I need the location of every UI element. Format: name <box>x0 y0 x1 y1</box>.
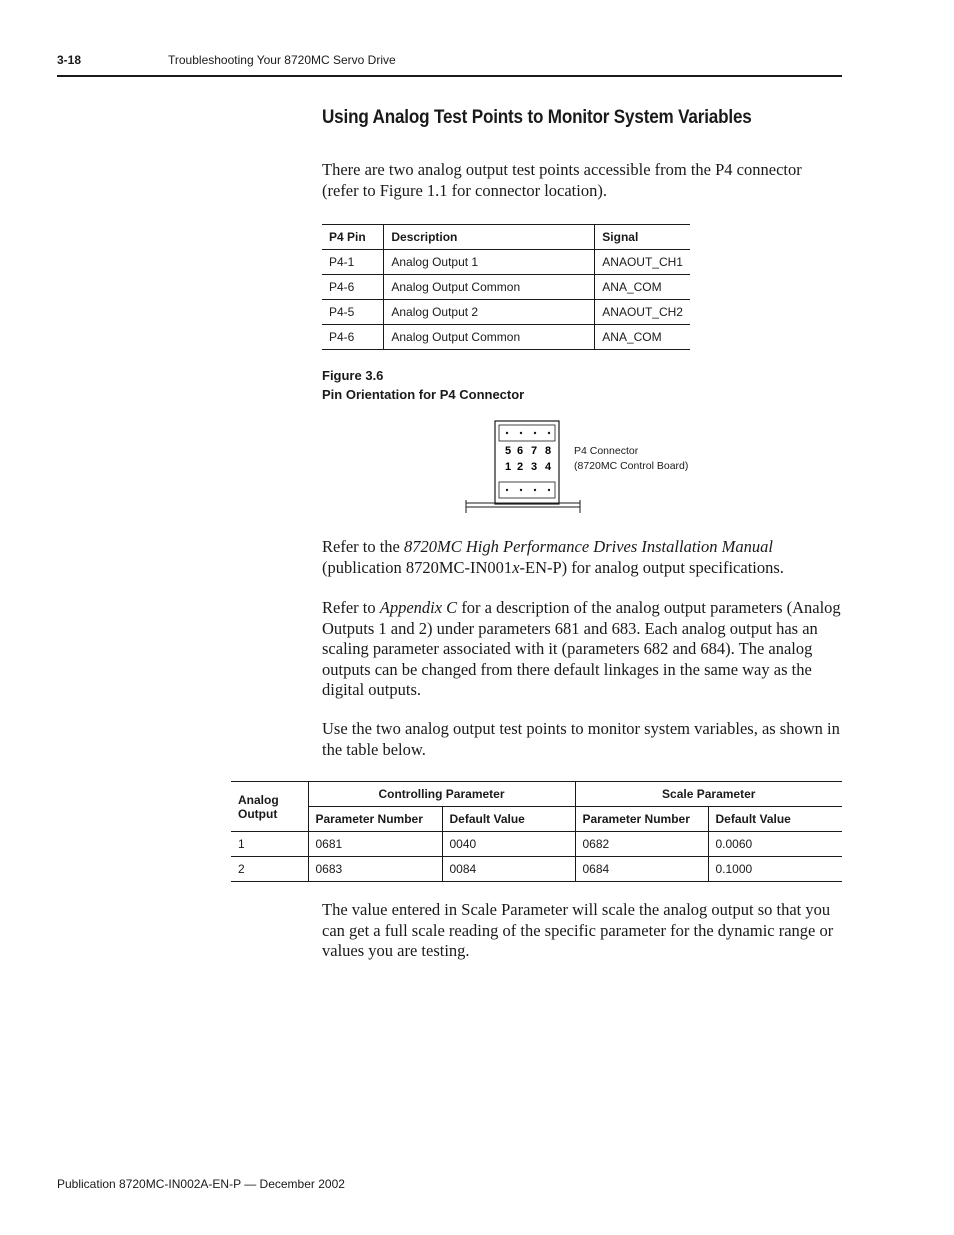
cell-pin: P4-6 <box>322 325 384 350</box>
terminal-dot <box>506 489 508 491</box>
table-row <box>322 325 690 350</box>
pin-number-label: 8 <box>545 445 552 457</box>
cell-parameter-number: 0683 <box>308 857 442 882</box>
col-header-parameter-number: Parameter Number <box>308 807 442 832</box>
terminal-dot <box>520 432 522 434</box>
pin-number-label: 6 <box>517 445 524 457</box>
cell-description: Analog Output Common <box>384 325 595 350</box>
cell-parameter-number: 0684 <box>575 857 708 882</box>
p4-connector-diagram <box>460 418 585 516</box>
intro-paragraph: There are two analog output test points accessible from the P4 connector (refer to Figure 1.1 for connector location). <box>322 160 802 200</box>
publication-prefix: (publication 8720MC-IN001 <box>322 557 513 577</box>
terminal-dot <box>548 432 550 434</box>
cell-pin: P4-6 <box>322 275 384 300</box>
closing-paragraph: The value entered in Scale Parameter will scale the analog output so that you can get a full scale reading of the specific parameter for the dynamic range or values you are testing. <box>322 900 834 960</box>
appendix-reference: Appendix C <box>379 598 458 617</box>
group-header-scale-parameter: Scale Parameter <box>575 782 842 807</box>
table-header-row <box>231 782 842 807</box>
table-row <box>322 300 690 325</box>
running-header-title: Troubleshooting Your 8720MC Servo Drive <box>168 53 396 67</box>
appendix-paragraph <box>322 598 842 701</box>
terminal-dot <box>506 432 508 434</box>
pin-number-label: 2 <box>517 461 524 473</box>
terminal-dot <box>548 489 550 491</box>
refer-prefix: Refer to the <box>322 537 405 556</box>
col-header-default-value: Default Value <box>442 807 575 832</box>
refer-manual-paragraph <box>322 537 842 578</box>
figure-label: Figure 3.6 <box>322 368 384 383</box>
col-header-p4-pin: P4 Pin <box>322 225 384 250</box>
col-header-parameter-number: Parameter Number <box>575 807 708 832</box>
group-header-controlling-parameter: Controlling Parameter <box>308 782 575 807</box>
cell-default-value: 0084 <box>442 857 575 882</box>
publication-variable: x <box>512 557 520 577</box>
table-row <box>231 832 842 857</box>
table-row <box>231 857 842 882</box>
cell-pin: P4-1 <box>322 250 384 275</box>
pin-number-label: 4 <box>545 461 552 473</box>
terminal-dot <box>520 489 522 491</box>
cell-signal: ANAOUT_CH1 <box>595 250 690 275</box>
cell-analog-output: 2 <box>231 857 308 882</box>
table-subheader-row <box>231 807 842 832</box>
appendix-text: for a description of the analog output parameters (Analog Outputs 1 and 2) under parameters 681 and 683. Each analog output has an scaling parameter associated with it (parameters 682 and 684). The analog outputs can be changed from there default linkages in the same way as the digital outputs. <box>322 598 841 699</box>
table-header-row <box>322 225 690 250</box>
cell-signal: ANAOUT_CH2 <box>595 300 690 325</box>
table-row <box>322 250 690 275</box>
pin-number-label: 7 <box>531 445 538 457</box>
use-paragraph: Use the two analog output test points to monitor system variables, as shown in the table below. <box>322 719 840 759</box>
cell-parameter-number: 0682 <box>575 832 708 857</box>
p4-pin-table <box>322 224 690 350</box>
figure-title: Pin Orientation for P4 Connector <box>322 387 525 402</box>
cell-pin: P4-5 <box>322 300 384 325</box>
cell-analog-output: 1 <box>231 832 308 857</box>
pin-number-label: 3 <box>531 461 538 473</box>
cell-signal: ANA_COM <box>595 275 690 300</box>
terminal-dot <box>534 489 536 491</box>
analog-parameter-table <box>231 781 842 882</box>
cell-description: Analog Output Common <box>384 275 595 300</box>
header-rule <box>57 75 842 77</box>
page-number: 3-18 <box>57 53 82 67</box>
cell-signal: ANA_COM <box>595 325 690 350</box>
pin-number-label: 1 <box>505 461 512 473</box>
cell-parameter-number: 0681 <box>308 832 442 857</box>
cell-description: Analog Output 2 <box>384 300 595 325</box>
cell-default-value: 0040 <box>442 832 575 857</box>
col-header-description: Description <box>384 225 595 250</box>
terminal-dot <box>534 432 536 434</box>
cell-default-value: 0.0060 <box>708 832 842 857</box>
section-title: Using Analog Test Points to Monitor System Variables <box>322 107 752 128</box>
connector-caption: P4 Connector <box>574 445 639 457</box>
manual-title: 8720MC High Performance Drives Installation Manual <box>404 537 773 556</box>
footer-publication: Publication 8720MC-IN002A-EN-P — December 2002 <box>57 1177 345 1191</box>
connector-caption-board: (8720MC Control Board) <box>574 460 689 472</box>
cell-default-value: 0.1000 <box>708 857 842 882</box>
pin-number-label: 5 <box>505 445 512 457</box>
col-header-default-value: Default Value <box>708 807 842 832</box>
table-row <box>322 275 690 300</box>
col-header-analog-output: Analog Output <box>231 782 308 832</box>
col-header-signal: Signal <box>595 225 690 250</box>
publication-suffix: -EN-P) for analog output specifications. <box>519 557 784 577</box>
cell-description: Analog Output 1 <box>384 250 595 275</box>
appendix-prefix: Refer to <box>322 598 380 617</box>
